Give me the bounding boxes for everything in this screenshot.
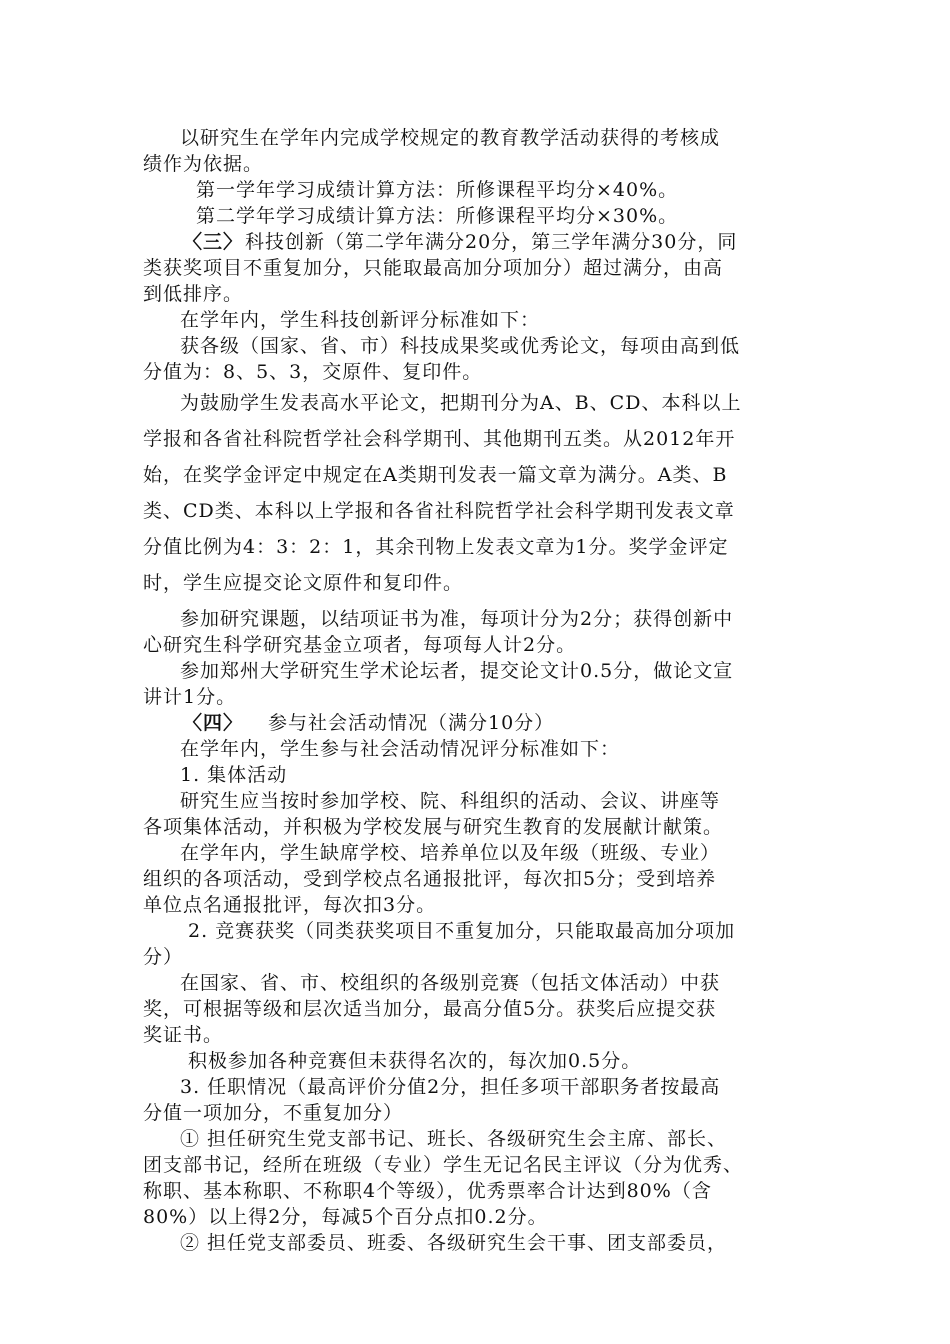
- paragraph-line: 在国家、省、市、校组织的各级别竞赛（包括文体活动）中获: [180, 972, 721, 994]
- paragraph-line: 为鼓励学生发表高水平论文，把期刊分为A、B、CD、本科以上: [180, 392, 742, 414]
- paragraph-line: 参加郑州大学研究生学术论坛者，提交论文计0.5分，做论文宣: [180, 660, 734, 682]
- paragraph-line: 始，在奖学金评定中规定在A类期刊发表一篇文章为满分。A类、B: [143, 464, 728, 486]
- paragraph-line: 讲计1分。: [143, 686, 237, 708]
- section-number: 〈三〉: [183, 231, 244, 253]
- paragraph-line: 称职、基本称职、不称职4个等级），优秀票率合计达到80%（含: [143, 1180, 712, 1202]
- paragraph-line: 在学年内，学生参与社会活动情况评分标准如下：: [180, 738, 621, 760]
- paragraph-line: 奖，可根据等级和层次适当加分，最高分值5分。获奖后应提交获: [143, 998, 717, 1020]
- paragraph-line: 第二学年学习成绩计算方法：所修课程平均分×30%。: [196, 205, 679, 227]
- list-heading: 2. 竞赛获奖（同类获奖项目不重复加分，只能取最高加分项加: [188, 920, 736, 942]
- paragraph-line: 第一学年学习成绩计算方法：所修课程平均分×40%。: [196, 179, 679, 201]
- paragraph-line: 参加研究课题，以结项证书为准，每项计分为2分；获得创新中: [180, 608, 734, 630]
- paragraph-line: 分值为：8、5、3，交原件、复印件。: [143, 361, 483, 383]
- paragraph-line: 以研究生在学年内完成学校规定的教育教学活动获得的考核成: [180, 127, 721, 149]
- paragraph-line: 心研究生科学研究基金立项者，每项每人计2分。: [143, 634, 577, 656]
- paragraph-line: 在学年内，学生缺席学校、培养单位以及年级（班级、专业）: [180, 842, 721, 864]
- list-item-line: ① 担任研究生党支部书记、班长、各级研究生会主席、部长、: [180, 1128, 728, 1150]
- list-heading: 1. 集体活动: [180, 764, 288, 786]
- paragraph-line: 组织的各项活动，受到学校点名通报批评，每次扣5分；受到培养: [143, 868, 717, 890]
- paragraph-line: 各项集体活动，并积极为学校发展与研究生教育的发展献计献策。: [143, 816, 724, 838]
- paragraph-line: 单位点名通报批评，每次扣3分。: [143, 894, 437, 916]
- paragraph-line: 奖证书。: [143, 1024, 224, 1046]
- paragraph-line: 获各级（国家、省、市）科技成果奖或优秀论文，每项由高到低: [180, 335, 741, 357]
- paragraph-line: 类、CD类、本科以上学报和各省社科院哲学社会科学期刊发表文章: [143, 500, 735, 522]
- section-heading-text: 科技创新（第二学年满分20分，第三学年满分30分，同: [245, 231, 738, 253]
- paragraph-line: 分值一项加分，不重复加分）: [143, 1102, 404, 1124]
- section-number: 〈四〉: [183, 712, 244, 734]
- paragraph-line: 积极参加各种竞赛但未获得名次的，每次加0.5分。: [188, 1050, 642, 1072]
- paragraph-line: 研究生应当按时参加学校、院、科组织的活动、会议、讲座等: [180, 790, 721, 812]
- paragraph-line: 团支部书记，经所在班级（专业）学生无记名民主评议（分为优秀、: [143, 1154, 744, 1176]
- paragraph-line: 在学年内，学生科技创新评分标准如下：: [180, 309, 541, 331]
- section-heading-text: 参与社会活动情况（满分10分）: [268, 712, 555, 734]
- paragraph-line: 学报和各省社科院哲学社会科学期刊、其他期刊五类。从2012年开: [143, 428, 736, 450]
- list-heading: 3. 任职情况（最高评价分值2分，担任多项干部职务者按最高: [180, 1076, 721, 1098]
- paragraph-line: 分）: [143, 946, 184, 968]
- paragraph-line: 分值比例为4：3：2：1，其余刊物上发表文章为1分。奖学金评定: [143, 536, 729, 558]
- paragraph-line: 类获奖项目不重复加分，只能取最高加分项加分）超过满分，由高: [143, 257, 724, 279]
- list-item-line: ② 担任党支部委员、班委、各级研究生会干事、团支部委员，: [180, 1232, 728, 1254]
- paragraph-line: 到低排序。: [143, 283, 244, 305]
- paragraph-line: 80%）以上得2分，每减5个百分点扣0.2分。: [143, 1206, 548, 1228]
- paragraph-line: 绩作为依据。: [143, 153, 264, 175]
- paragraph-line: 时，学生应提交论文原件和复印件。: [143, 572, 464, 594]
